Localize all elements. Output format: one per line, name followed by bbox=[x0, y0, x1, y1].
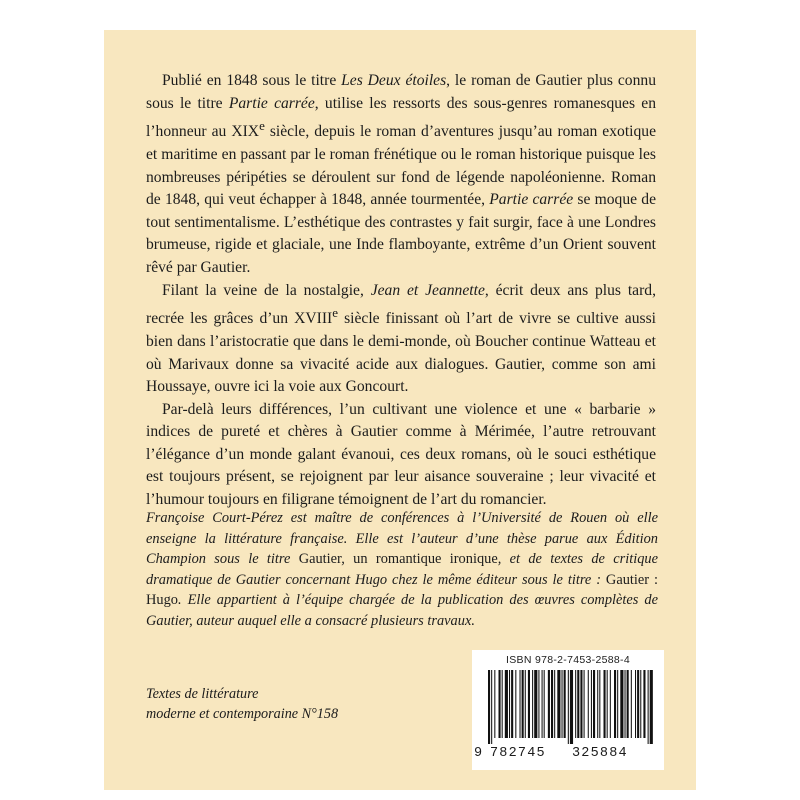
collection-line-1: Textes de littérature bbox=[146, 686, 259, 702]
barcode-bar bbox=[580, 670, 582, 738]
barcode-bar bbox=[562, 670, 563, 738]
barcode-bar bbox=[637, 670, 639, 738]
barcode-bar bbox=[522, 670, 524, 738]
barcode-bar bbox=[617, 670, 618, 738]
title-italic: Partie carrée bbox=[489, 191, 574, 209]
text-run: Publié en 1848 sous le titre bbox=[162, 72, 342, 89]
barcode-digit-group-1: 782745 bbox=[490, 746, 546, 761]
text-run: Filant la veine de la nostalgie, bbox=[162, 281, 371, 299]
barcode-first-digit: 9 bbox=[474, 746, 484, 761]
barcode-digit-group-2: 325884 bbox=[572, 746, 628, 761]
barcode-bar bbox=[643, 670, 645, 738]
barcode-bar bbox=[554, 670, 555, 738]
barcode-bar bbox=[648, 670, 649, 744]
title-italic: Les Deux étoiles bbox=[341, 72, 447, 89]
barcode-bar bbox=[538, 670, 539, 738]
barcode-bar bbox=[570, 670, 573, 744]
barcode-bar bbox=[604, 670, 606, 738]
barcode-bar bbox=[544, 670, 545, 738]
barcode-bar bbox=[597, 670, 598, 738]
book-back-cover bbox=[104, 30, 696, 790]
barcode-bar bbox=[625, 670, 626, 738]
text-run: siècle finissant où l’art de vivre se cultive aussi bien dans l’aristocratie que dans le demi-monde, où Boucher continue Watteau et où Marivaux donne sa vivacité acide aux dialogues. Gautier, comme son ami Houssaye, ouvre ici la voie aux Goncourt. bbox=[146, 310, 656, 396]
barcode-bar bbox=[491, 670, 492, 744]
barcode-bar bbox=[520, 670, 521, 738]
blurb-paragraph-2 bbox=[146, 280, 656, 399]
barcode-bar bbox=[575, 670, 576, 738]
text-run: , et de textes de critique dramatique de Gautier concernant Hugo chez le même éditeur sous le titre : bbox=[146, 551, 658, 588]
barcode-bar bbox=[557, 670, 560, 738]
blurb-paragraph-1 bbox=[146, 70, 656, 280]
barcode-bar bbox=[588, 670, 589, 738]
barcode-bar bbox=[528, 670, 530, 738]
barcode-bar bbox=[614, 670, 616, 738]
barcode-bar bbox=[511, 670, 513, 738]
barcode-bar bbox=[650, 670, 653, 744]
title-upright: , un romantique ironique bbox=[341, 551, 498, 567]
text-run: , le roman de Gautier plus connu sous le titre bbox=[146, 72, 656, 112]
barcode-bar bbox=[584, 670, 585, 738]
blurb-text bbox=[146, 70, 656, 512]
isbn-label: ISBN 978-2-7453-2588-4 bbox=[506, 654, 630, 666]
barcode-bar bbox=[620, 670, 623, 738]
barcode-bar bbox=[568, 670, 569, 744]
barcode-bar bbox=[627, 670, 629, 738]
superscript: e bbox=[259, 118, 265, 134]
century-numeral: XIX bbox=[231, 123, 260, 141]
superscript: e bbox=[332, 305, 338, 321]
barcode-bar bbox=[591, 670, 592, 738]
barcode-bar bbox=[599, 670, 600, 738]
text-run: . Elle appartient à l’équipe chargée de la publication des œuvres complètes de Gautier, auteur auquel elle a consacré plusieurs travaux. bbox=[146, 592, 658, 629]
barcode-box bbox=[472, 650, 664, 770]
text-run: se moque de tout sentimentalisme. L’esthétique des contrastes y fait surgir, face à une Londres brumeuse, rigide et glaciale, une Inde flamboyante, extrême d’un Orient souvent rêvé par Gautier. bbox=[146, 191, 656, 276]
barcode-bar bbox=[564, 670, 566, 738]
text-run: Françoise Court-Pérez est maître de conférences à l’Université de Rouen où elle enseigne la littérature française. Elle est l’auteur d’une thèse parue aux Édition Champion sous le titre bbox=[146, 510, 658, 567]
text-run: , utilise les ressorts des sous-genres romanesques en l’honneur au bbox=[146, 94, 656, 141]
barcode-bar bbox=[593, 670, 595, 738]
collection-series bbox=[146, 684, 338, 724]
barcode-bar bbox=[607, 670, 608, 738]
barcode-bar bbox=[505, 670, 508, 738]
barcode-bar bbox=[640, 670, 641, 738]
barcode-bars bbox=[486, 670, 654, 744]
barcode-bar bbox=[499, 670, 501, 738]
barcode-bar bbox=[610, 670, 611, 738]
title-upright: Gautier : Hugo bbox=[146, 571, 658, 608]
barcode-bar bbox=[532, 670, 533, 738]
barcode-bar bbox=[631, 670, 632, 738]
title-italic: Partie carrée bbox=[228, 94, 315, 112]
century-numeral: XVIII bbox=[294, 310, 333, 328]
text-run: siècle, depuis le roman d’aventures jusqu’au roman exotique et maritime en passant par le roman frénétique ou le roman historique puisque les nombreuses péripéties se déroulent sur fond de légende napoléonienne. Roman de 1848, qui veut échapper à 1848, année tourmentée, bbox=[146, 123, 657, 209]
barcode-bar bbox=[509, 670, 510, 738]
barcode-bar bbox=[542, 670, 543, 738]
barcode-bar bbox=[577, 670, 579, 738]
barcode-bar bbox=[551, 670, 553, 738]
barcode-bar bbox=[515, 670, 516, 738]
blurb-paragraph-3: Par-delà leurs différences, l’un cultivant une violence et une « barbarie » indices de pureté et chères à Gautier comme à Mérimée, l’autre retrouvant l’élégance d’un monde galant évanoui, ces deux romans, où le souci esthétique est toujours présent, se rejoignent par leur aisance souveraine ; leur vivacité et l’humour toujours en filigrane témoignent de l’art du romancier. bbox=[146, 400, 656, 509]
barcode-bar bbox=[488, 670, 490, 744]
barcode-bar bbox=[534, 670, 537, 738]
title-upright: Gautier bbox=[298, 551, 342, 567]
barcode-bar bbox=[502, 670, 503, 738]
text-run: , écrit deux ans plus tard, recrée les grâces d’un bbox=[146, 281, 656, 328]
collection-line-2: moderne et contemporaine N°158 bbox=[146, 706, 339, 722]
barcode-bar bbox=[494, 670, 495, 738]
barcode-bar bbox=[548, 670, 550, 738]
barcode-bar bbox=[525, 670, 526, 738]
barcode-bar bbox=[635, 670, 636, 738]
title-italic: Jean et Jeannette bbox=[370, 281, 485, 299]
author-bio bbox=[146, 508, 658, 631]
